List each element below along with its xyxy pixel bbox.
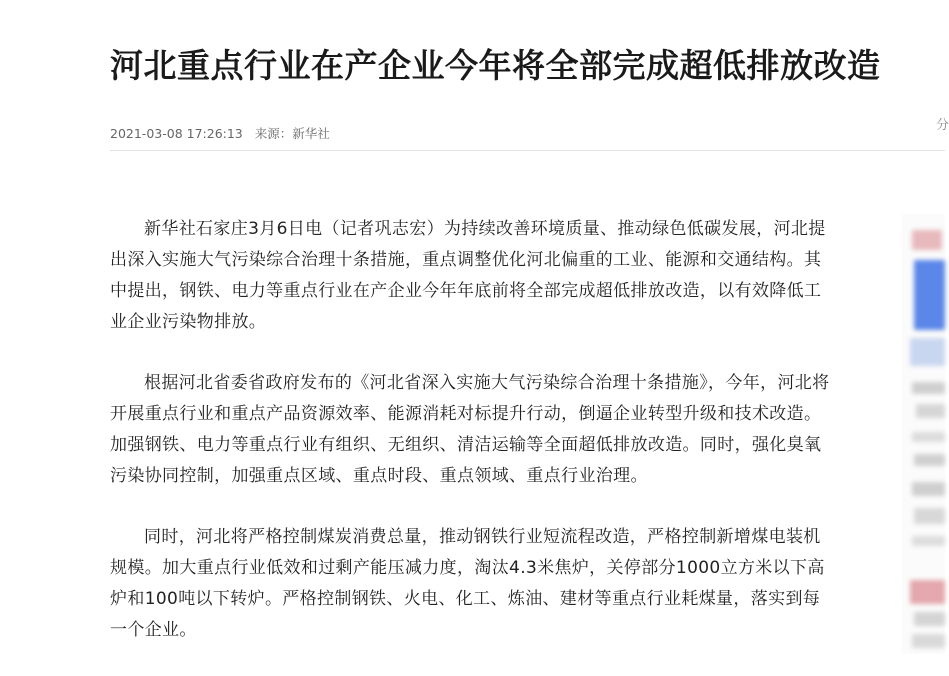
blurred-text-line (912, 536, 945, 546)
sidebar-blurred-content (902, 214, 945, 654)
article-body (110, 214, 832, 676)
article-meta (110, 124, 330, 142)
article-paragraph: 新华社石家庄3月6日电（记者巩志宏）为持续改善环境质量、推动绿色低碳发展，河北提出深入实施大气污染综合治理十条措施，重点调整优化河北偏重的工业、能源和交通结构。其中提出，钢铁、电力等重点行业在产企业今年年底前将全部完成超低排放改造，以有效降低工业企业污染物排放。 (110, 219, 826, 332)
article-source: 来源：新华社 (254, 126, 330, 141)
blurred-text-line (914, 454, 945, 466)
blurred-text-line (912, 634, 945, 648)
blurred-text-line (914, 612, 945, 626)
publish-date: 2021-03-08 17:26:13 (110, 126, 243, 141)
share-link[interactable]: 分 (935, 118, 949, 133)
blurred-thumbnail (910, 580, 945, 604)
blurred-text-line (912, 382, 945, 394)
blurred-thumbnail (912, 230, 942, 250)
blurred-text-line (912, 482, 945, 496)
blurred-text-line (914, 508, 945, 524)
blurred-text-line (916, 404, 945, 418)
blurred-text-line (912, 432, 945, 442)
blurred-thumbnail (914, 260, 945, 330)
article-title: 河北重点行业在产企业今年将全部完成超低排放改造 (110, 46, 881, 85)
article-paragraph: 同时，河北将严格控制煤炭消费总量，推动钢铁行业短流程改造，严格控制新增煤电装机规模。加大重点行业低效和过剩产能压减力度，淘汰4.3米焦炉，关停部分1000立方米以下高炉和100吨以下转炉。严格控制钢铁、火电、化工、炼油、建材等重点行业耗煤量，落实到每一个企业。 (110, 527, 825, 640)
blurred-thumbnail (910, 338, 945, 366)
header-divider (110, 150, 945, 151)
article-paragraph: 根据河北省委省政府发布的《河北省深入实施大气污染综合治理十条措施》，今年，河北将开展重点行业和重点产品资源效率、能源消耗对标提升行动，倒逼企业转型升级和技术改造。加强钢铁、电力等重点行业有组织、无组织、清洁运输等全面超低排放改造。同时，强化臭氧污染协同控制，加强重点区域、重点时段、重点领域、重点行业治理。 (110, 373, 830, 486)
